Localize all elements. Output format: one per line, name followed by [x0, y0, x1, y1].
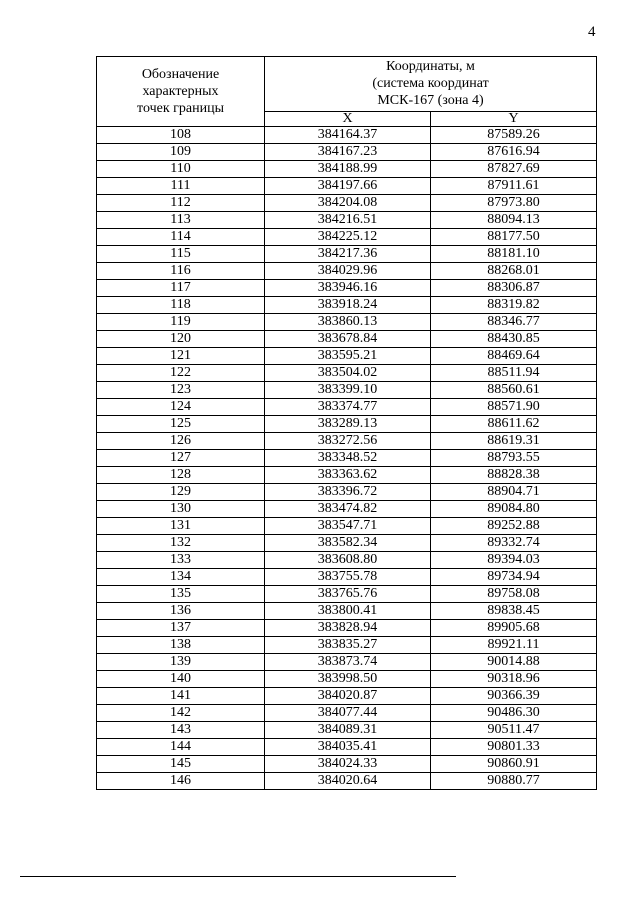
table-row	[97, 535, 597, 552]
y-coordinate-cell: 87973.80	[431, 195, 597, 212]
table-row	[97, 331, 597, 348]
point-number-cell: 127	[97, 450, 265, 467]
table-row	[97, 450, 597, 467]
x-coordinate-cell: 383399.10	[265, 382, 431, 399]
table-row	[97, 722, 597, 739]
point-number-cell: 113	[97, 212, 265, 229]
x-coordinate-cell: 384216.51	[265, 212, 431, 229]
table-row	[97, 314, 597, 331]
point-number-cell: 136	[97, 603, 265, 620]
y-coordinate-cell: 87616.94	[431, 144, 597, 161]
x-coordinate-cell: 384188.99	[265, 161, 431, 178]
y-coordinate-cell: 88430.85	[431, 331, 597, 348]
table-row	[97, 484, 597, 501]
y-coordinate-cell: 88346.77	[431, 314, 597, 331]
x-coordinate-cell: 384204.08	[265, 195, 431, 212]
table-row	[97, 467, 597, 484]
table-row	[97, 246, 597, 263]
x-coordinate-cell: 383800.41	[265, 603, 431, 620]
y-coordinate-cell: 90014.88	[431, 654, 597, 671]
point-number-cell: 146	[97, 773, 265, 790]
table-row	[97, 195, 597, 212]
table-row	[97, 144, 597, 161]
y-coordinate-cell: 87827.69	[431, 161, 597, 178]
y-coordinate-cell: 88094.13	[431, 212, 597, 229]
y-coordinate-cell: 88793.55	[431, 450, 597, 467]
coord-header-line: Координаты, м	[386, 59, 475, 74]
coordinates-header	[265, 57, 597, 112]
point-header-line: характерных	[142, 84, 219, 99]
point-number-cell: 124	[97, 399, 265, 416]
y-coordinate-cell: 89332.74	[431, 535, 597, 552]
y-coordinate-cell: 88571.90	[431, 399, 597, 416]
y-coordinate-cell: 88611.62	[431, 416, 597, 433]
point-number-cell: 110	[97, 161, 265, 178]
x-coordinate-cell: 384020.64	[265, 773, 431, 790]
x-coordinate-cell: 383946.16	[265, 280, 431, 297]
table-row	[97, 348, 597, 365]
point-number-cell: 131	[97, 518, 265, 535]
table-row	[97, 433, 597, 450]
point-number-cell: 115	[97, 246, 265, 263]
y-coordinate-cell: 88560.61	[431, 382, 597, 399]
point-number-cell: 132	[97, 535, 265, 552]
x-coordinate-cell: 383396.72	[265, 484, 431, 501]
y-coordinate-cell: 90860.91	[431, 756, 597, 773]
point-number-cell: 144	[97, 739, 265, 756]
coordinate-rows	[97, 127, 597, 790]
point-number-cell: 120	[97, 331, 265, 348]
point-number-cell: 134	[97, 569, 265, 586]
point-number-cell: 126	[97, 433, 265, 450]
point-header-line: Обозначение	[141, 67, 220, 82]
point-number-cell: 117	[97, 280, 265, 297]
table-row	[97, 586, 597, 603]
point-number-cell: 143	[97, 722, 265, 739]
x-coordinate-cell: 384225.12	[265, 229, 431, 246]
point-number-cell: 119	[97, 314, 265, 331]
table-row	[97, 569, 597, 586]
y-coordinate-cell: 90511.47	[431, 722, 597, 739]
point-number-cell: 128	[97, 467, 265, 484]
x-coordinate-cell: 383504.02	[265, 365, 431, 382]
x-coordinate-cell: 383272.56	[265, 433, 431, 450]
table-row	[97, 399, 597, 416]
table-row	[97, 671, 597, 688]
table-row	[97, 501, 597, 518]
point-number-cell: 109	[97, 144, 265, 161]
x-coordinate-cell: 383363.62	[265, 467, 431, 484]
table-row	[97, 416, 597, 433]
x-coordinate-cell: 383289.13	[265, 416, 431, 433]
point-number-cell: 123	[97, 382, 265, 399]
x-coordinate-cell: 383918.24	[265, 297, 431, 314]
table-row	[97, 178, 597, 195]
point-number-cell: 141	[97, 688, 265, 705]
point-number-cell: 133	[97, 552, 265, 569]
x-header: X	[265, 112, 431, 127]
table-row	[97, 382, 597, 399]
point-number-cell: 145	[97, 756, 265, 773]
point-number-cell: 137	[97, 620, 265, 637]
footer-rule	[20, 876, 456, 877]
y-coordinate-cell: 89084.80	[431, 501, 597, 518]
y-coordinate-cell: 89921.11	[431, 637, 597, 654]
x-coordinate-cell: 384035.41	[265, 739, 431, 756]
x-coordinate-cell: 384077.44	[265, 705, 431, 722]
table-row	[97, 688, 597, 705]
x-coordinate-cell: 384167.23	[265, 144, 431, 161]
y-coordinate-cell: 89905.68	[431, 620, 597, 637]
y-coordinate-cell: 88904.71	[431, 484, 597, 501]
x-coordinate-cell: 383755.78	[265, 569, 431, 586]
x-coordinate-cell: 384197.66	[265, 178, 431, 195]
point-header-line: точек границы	[137, 101, 224, 116]
table-row	[97, 365, 597, 382]
table-header-row	[97, 57, 597, 112]
coord-header-line: (система координат	[372, 76, 489, 91]
table-row	[97, 654, 597, 671]
table-row	[97, 263, 597, 280]
table-row	[97, 756, 597, 773]
y-coordinate-cell: 88306.87	[431, 280, 597, 297]
point-designation-header	[97, 57, 265, 127]
table-row	[97, 229, 597, 246]
point-number-cell: 130	[97, 501, 265, 518]
point-number-cell: 108	[97, 127, 265, 144]
y-coordinate-cell: 89758.08	[431, 586, 597, 603]
x-coordinate-cell: 383474.82	[265, 501, 431, 518]
point-number-cell: 116	[97, 263, 265, 280]
point-number-cell: 112	[97, 195, 265, 212]
point-number-cell: 142	[97, 705, 265, 722]
y-coordinate-cell: 88177.50	[431, 229, 597, 246]
point-number-cell: 129	[97, 484, 265, 501]
y-coordinate-cell: 90366.39	[431, 688, 597, 705]
y-header: Y	[431, 112, 597, 127]
table-row	[97, 518, 597, 535]
x-coordinate-cell: 383374.77	[265, 399, 431, 416]
y-coordinate-cell: 90880.77	[431, 773, 597, 790]
x-coordinate-cell: 383828.94	[265, 620, 431, 637]
table-row	[97, 620, 597, 637]
table-row	[97, 280, 597, 297]
x-coordinate-cell: 383998.50	[265, 671, 431, 688]
x-coordinate-cell: 383608.80	[265, 552, 431, 569]
x-coordinate-cell: 384024.33	[265, 756, 431, 773]
x-coordinate-cell: 384029.96	[265, 263, 431, 280]
table-row	[97, 603, 597, 620]
x-coordinate-cell: 383547.71	[265, 518, 431, 535]
table-row	[97, 637, 597, 654]
x-coordinate-cell: 383765.76	[265, 586, 431, 603]
y-coordinate-cell: 89394.03	[431, 552, 597, 569]
x-coordinate-cell: 383873.74	[265, 654, 431, 671]
y-coordinate-cell: 87589.26	[431, 127, 597, 144]
point-number-cell: 140	[97, 671, 265, 688]
y-coordinate-cell: 88181.10	[431, 246, 597, 263]
y-coordinate-cell: 88268.01	[431, 263, 597, 280]
y-coordinate-cell: 88469.64	[431, 348, 597, 365]
y-coordinate-cell: 89838.45	[431, 603, 597, 620]
x-coordinate-cell: 384020.87	[265, 688, 431, 705]
x-coordinate-cell: 384164.37	[265, 127, 431, 144]
page-number: 4	[588, 24, 596, 40]
y-coordinate-cell: 87911.61	[431, 178, 597, 195]
y-coordinate-cell: 88511.94	[431, 365, 597, 382]
y-coordinate-cell: 90486.30	[431, 705, 597, 722]
boundary-coordinates-table	[96, 56, 597, 790]
table-row	[97, 705, 597, 722]
table-row	[97, 161, 597, 178]
y-coordinate-cell: 88619.31	[431, 433, 597, 450]
point-number-cell: 118	[97, 297, 265, 314]
point-number-cell: 121	[97, 348, 265, 365]
x-coordinate-cell: 383678.84	[265, 331, 431, 348]
y-coordinate-cell: 88319.82	[431, 297, 597, 314]
y-coordinate-cell: 89734.94	[431, 569, 597, 586]
y-coordinate-cell: 89252.88	[431, 518, 597, 535]
x-coordinate-cell: 383582.34	[265, 535, 431, 552]
point-number-cell: 125	[97, 416, 265, 433]
table-row	[97, 297, 597, 314]
table-row	[97, 773, 597, 790]
point-number-cell: 122	[97, 365, 265, 382]
x-coordinate-cell: 383860.13	[265, 314, 431, 331]
point-number-cell: 139	[97, 654, 265, 671]
x-coordinate-cell: 383835.27	[265, 637, 431, 654]
x-coordinate-cell: 383595.21	[265, 348, 431, 365]
y-coordinate-cell: 88828.38	[431, 467, 597, 484]
table-row	[97, 552, 597, 569]
x-coordinate-cell: 384217.36	[265, 246, 431, 263]
coord-header-line: МСК-167 (зона 4)	[377, 93, 484, 108]
table-row	[97, 739, 597, 756]
x-coordinate-cell: 384089.31	[265, 722, 431, 739]
point-number-cell: 111	[97, 178, 265, 195]
table-row	[97, 212, 597, 229]
table-row	[97, 127, 597, 144]
point-number-cell: 114	[97, 229, 265, 246]
x-coordinate-cell: 383348.52	[265, 450, 431, 467]
point-number-cell: 135	[97, 586, 265, 603]
y-coordinate-cell: 90801.33	[431, 739, 597, 756]
point-number-cell: 138	[97, 637, 265, 654]
y-coordinate-cell: 90318.96	[431, 671, 597, 688]
